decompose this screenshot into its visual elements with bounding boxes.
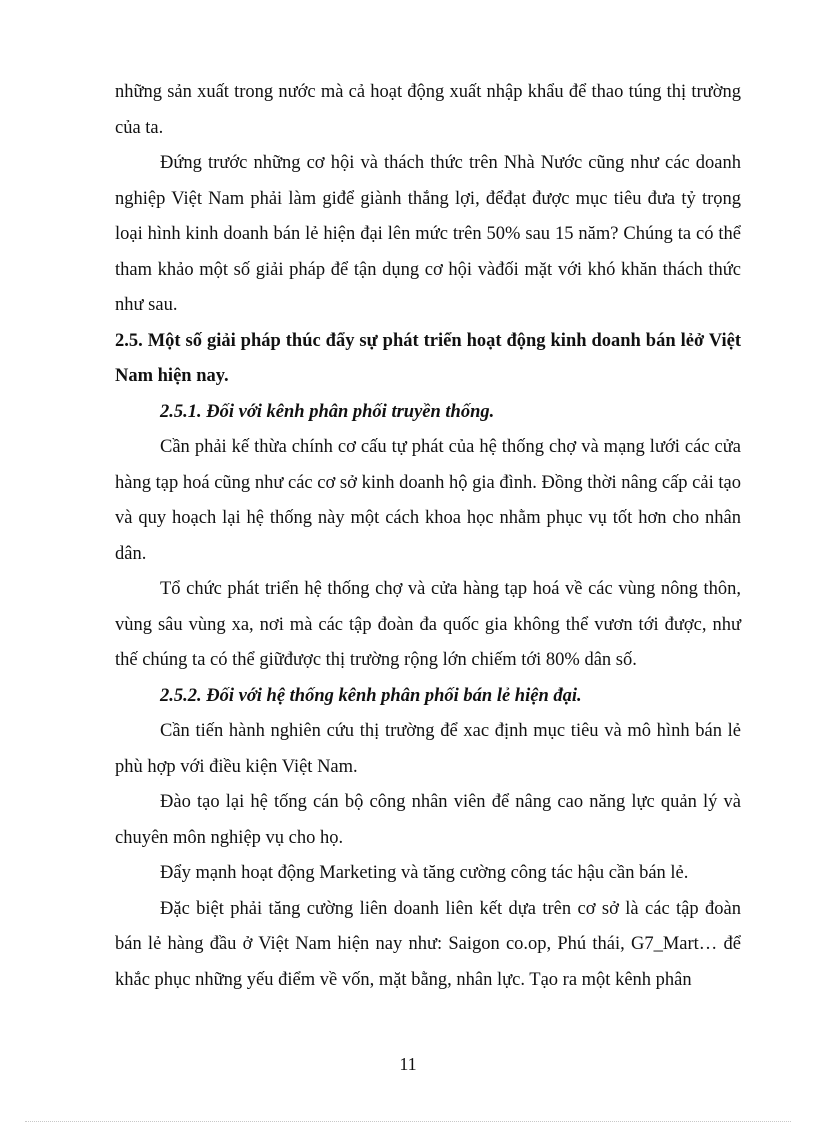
paragraph-traditional-1: Cần phải kế thừa chính cơ cấu tự phát của hệ thống chợ và mạng lưới các cửa hàng tạp hoá cũng như các cơ sở kinh doanh hộ gia đình. Đồng thời nâng cấp cải tạo và quy hoạch lại hệ thống này một cách khoa học nhằm phục vụ tốt hơn cho nhân dân. (115, 437, 741, 564)
subsection-title-2-5-1: 2.5.1. Đối với kênh phân phối truyền thống. (160, 401, 495, 422)
subsection-title-2-5-2: 2.5.2. Đối với hệ thống kênh phân phối bán lẻ hiện đại. (160, 685, 582, 706)
paragraph-traditional-2: Tổ chức phát triển hệ thống chợ và cửa hàng tạp hoá về các vùng nông thôn, vùng sâu vùng xa, nơi mà các tập đoàn đa quốc gia không thể vươn tới được, như thế chúng ta có thể giữđược thị trường rộng lớn chiếm tới 80% dân số. (115, 579, 741, 670)
section-heading-2-5: 2.5. Một số giải pháp thúc đẩy sự phát triển hoạt động kinh doanh bán lẻở Việt Nam hiện nay. (115, 330, 741, 386)
paragraph-modern-2: Đào tạo lại hệ tống cán bộ công nhân viên để nâng cao năng lực quản lý và chuyên môn nghiệp vụ cho họ. (115, 792, 741, 848)
paragraph-modern-4: Đặc biệt phải tăng cường liên doanh liên kết dựa trên cơ sở là các tập đoàn bán lẻ hàng đầu ở Việt Nam hiện nay như: Saigon co.op, Phú thái, G7_Mart… để khắc phục những yếu điểm về vốn, mặt bằng, nhân lực. Tạo ra một kênh phân (115, 898, 741, 990)
paragraph-continuation: những sản xuất trong nước mà cả hoạt động xuất nhập khẩu để thao túng thị trường của ta. (115, 82, 741, 138)
paragraph-opportunities: Đứng trước những cơ hội và thách thức trên Nhà Nước cũng như các doanh nghiệp Việt Nam phải làm giđể giành thắng lợi, đểđạt được mục tiêu đưa tỷ trọng loại hình kinh doanh bán lẻ hiện đại lên mức trên 50% sau 15 năm? Chúng ta có thể tham khảo một số giải pháp để tận dụng cơ hội vàđối mặt với khó khăn thách thức như sau. (115, 153, 741, 315)
paragraph-modern-3: Đẩy mạnh hoạt động Marketing và tăng cường công tác hậu cần bán lẻ. (160, 863, 689, 883)
page-content (115, 75, 741, 998)
paragraph-modern-1: Cần tiến hành nghiên cứu thị trường để xac định mục tiêu và mô hình bán lẻ phù hợp với điều kiện Việt Nam. (115, 721, 741, 777)
page-number: 11 (399, 1054, 417, 1074)
page-bottom-divider (25, 1121, 791, 1122)
